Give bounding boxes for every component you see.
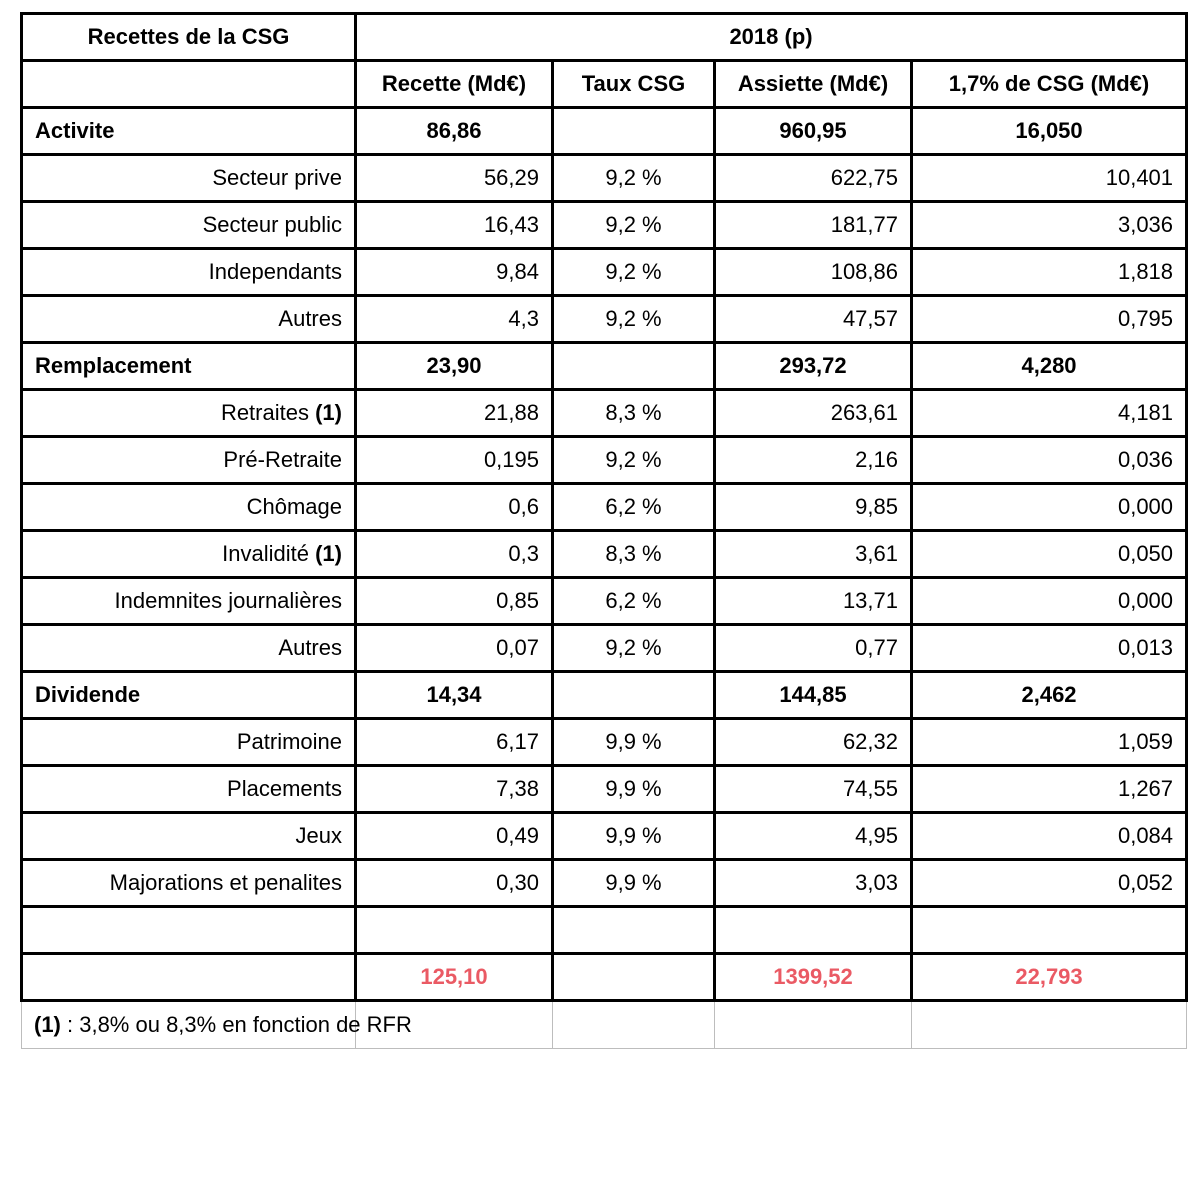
row-csg17: 0,052 [912,860,1187,907]
row-recette: 0,3 [356,531,553,578]
footnote-text: : 3,8% ou 8,3% en fonction de RFR [60,1012,412,1037]
footnote-marker: (1) [315,400,342,425]
row-csg17: 0,050 [912,531,1187,578]
row-recette: 21,88 [356,390,553,437]
group-assiette: 144,85 [715,672,912,719]
col-header-recette: Recette (Md€) [356,61,553,108]
row-taux: 6,2 % [553,484,715,531]
row-taux: 9,2 % [553,155,715,202]
row-csg17: 0,013 [912,625,1187,672]
row-taux: 8,3 % [553,531,715,578]
row-taux: 6,2 % [553,578,715,625]
row-recette: 56,29 [356,155,553,202]
footnote-marker: (1) [315,541,342,566]
table-row [22,531,1187,578]
table-row [22,484,1187,531]
row-assiette: 622,75 [715,155,912,202]
header-row-columns [22,61,1187,108]
total-assiette: 1399,52 [715,954,912,1001]
group-taux-empty [553,108,715,155]
row-assiette: 181,77 [715,202,912,249]
row-assiette: 74,55 [715,766,912,813]
row-recette: 6,17 [356,719,553,766]
table-title: Recettes de la CSG [22,14,356,61]
row-assiette: 13,71 [715,578,912,625]
header-row-title [22,14,1187,61]
empty-cell [715,907,912,954]
totals-label-empty [22,954,356,1001]
col-header-taux: Taux CSG [553,61,715,108]
group-label: Remplacement [22,343,356,390]
group-row [22,108,1187,155]
table-row [22,860,1187,907]
group-label: Activite [22,108,356,155]
row-label: Patrimoine [236,729,342,754]
row-taux: 9,9 % [553,813,715,860]
footnote-cell [22,1001,412,1049]
table-row [22,437,1187,484]
row-label: Indemnites journalières [114,588,342,613]
group-label: Dividende [22,672,356,719]
row-assiette: 3,61 [715,531,912,578]
total-csg17: 22,793 [912,954,1187,1001]
row-csg17: 1,818 [912,249,1187,296]
row-taux: 9,2 % [553,202,715,249]
header-empty-cell [22,61,356,108]
empty-cell [356,907,553,954]
group-recette: 14,34 [356,672,553,719]
row-assiette: 108,86 [715,249,912,296]
row-label: Jeux [295,823,342,848]
row-recette: 0,49 [356,813,553,860]
row-label: Placements [227,776,342,801]
row-assiette: 0,77 [715,625,912,672]
row-label: Retraites [220,400,309,425]
row-label: Secteur prive [212,165,342,190]
row-label-cell [22,625,356,672]
group-recette: 23,90 [356,343,553,390]
row-label-cell [22,155,356,202]
row-label-cell [22,390,356,437]
row-taux: 9,9 % [553,719,715,766]
row-label-cell [22,202,356,249]
empty-cell [22,907,356,954]
empty-cell [912,907,1187,954]
table-row [22,296,1187,343]
group-csg17: 2,462 [912,672,1187,719]
row-taux: 9,2 % [553,296,715,343]
row-csg17: 10,401 [912,155,1187,202]
row-label-cell [22,484,356,531]
row-label-cell [22,813,356,860]
year-header: 2018 (p) [356,14,1187,61]
row-label: Autres [278,635,342,660]
row-assiette: 3,03 [715,860,912,907]
row-taux: 9,2 % [553,437,715,484]
row-recette: 0,07 [356,625,553,672]
col-header-assiette: Assiette (Md€) [715,61,912,108]
group-taux-empty [553,672,715,719]
totals-taux-empty [553,954,715,1001]
group-csg17: 4,280 [912,343,1187,390]
row-label-cell [22,296,356,343]
row-csg17: 1,059 [912,719,1187,766]
group-row [22,672,1187,719]
footnote-row [22,1001,1187,1049]
empty-row [22,907,1187,954]
group-taux-empty [553,343,715,390]
table-row [22,155,1187,202]
row-csg17: 0,036 [912,437,1187,484]
row-csg17: 0,000 [912,484,1187,531]
row-label-cell [22,249,356,296]
row-recette: 16,43 [356,202,553,249]
row-csg17: 0,795 [912,296,1187,343]
empty-cell [553,907,715,954]
row-assiette: 4,95 [715,813,912,860]
row-recette: 0,6 [356,484,553,531]
col-header-csg17: 1,7% de CSG (Md€) [912,61,1187,108]
row-recette: 0,85 [356,578,553,625]
group-recette: 86,86 [356,108,553,155]
row-csg17: 3,036 [912,202,1187,249]
row-recette: 4,3 [356,296,553,343]
row-recette: 7,38 [356,766,553,813]
table-row [22,202,1187,249]
row-label-cell [22,531,356,578]
row-taux: 9,9 % [553,766,715,813]
table-row [22,249,1187,296]
row-label: Pré-Retraite [223,447,342,472]
row-assiette: 62,32 [715,719,912,766]
row-csg17: 4,181 [912,390,1187,437]
row-csg17: 0,084 [912,813,1187,860]
row-csg17: 1,267 [912,766,1187,813]
group-assiette: 293,72 [715,343,912,390]
footnote-empty-cell [715,1001,912,1049]
table-row [22,625,1187,672]
table-row [22,390,1187,437]
row-taux: 9,2 % [553,249,715,296]
row-label: Chômage [246,494,342,519]
row-label: Secteur public [202,212,342,237]
row-assiette: 2,16 [715,437,912,484]
table-row [22,578,1187,625]
row-recette: 0,30 [356,860,553,907]
row-assiette: 9,85 [715,484,912,531]
footnote-marker: (1) [34,1012,61,1037]
row-assiette: 47,57 [715,296,912,343]
row-label-cell [22,860,356,907]
row-csg17: 0,000 [912,578,1187,625]
footnote-empty-cell [912,1001,1187,1049]
row-label-cell [22,766,356,813]
row-taux: 8,3 % [553,390,715,437]
row-recette: 0,195 [356,437,553,484]
group-assiette: 960,95 [715,108,912,155]
row-label: Majorations et penalites [109,870,342,895]
table-row [22,719,1187,766]
row-label: Independants [208,259,342,284]
row-assiette: 263,61 [715,390,912,437]
row-label: Autres [278,306,342,331]
row-label-cell [22,719,356,766]
group-csg17: 16,050 [912,108,1187,155]
totals-row [22,954,1187,1001]
row-label-cell [22,437,356,484]
table-row [22,813,1187,860]
csg-revenue-table [20,12,1188,1049]
row-label: Invalidité [222,541,309,566]
row-label-cell [22,578,356,625]
table-row [22,766,1187,813]
footnote-empty-cell [553,1001,715,1049]
row-taux: 9,2 % [553,625,715,672]
group-row [22,343,1187,390]
row-recette: 9,84 [356,249,553,296]
total-recette: 125,10 [356,954,553,1001]
row-taux: 9,9 % [553,860,715,907]
